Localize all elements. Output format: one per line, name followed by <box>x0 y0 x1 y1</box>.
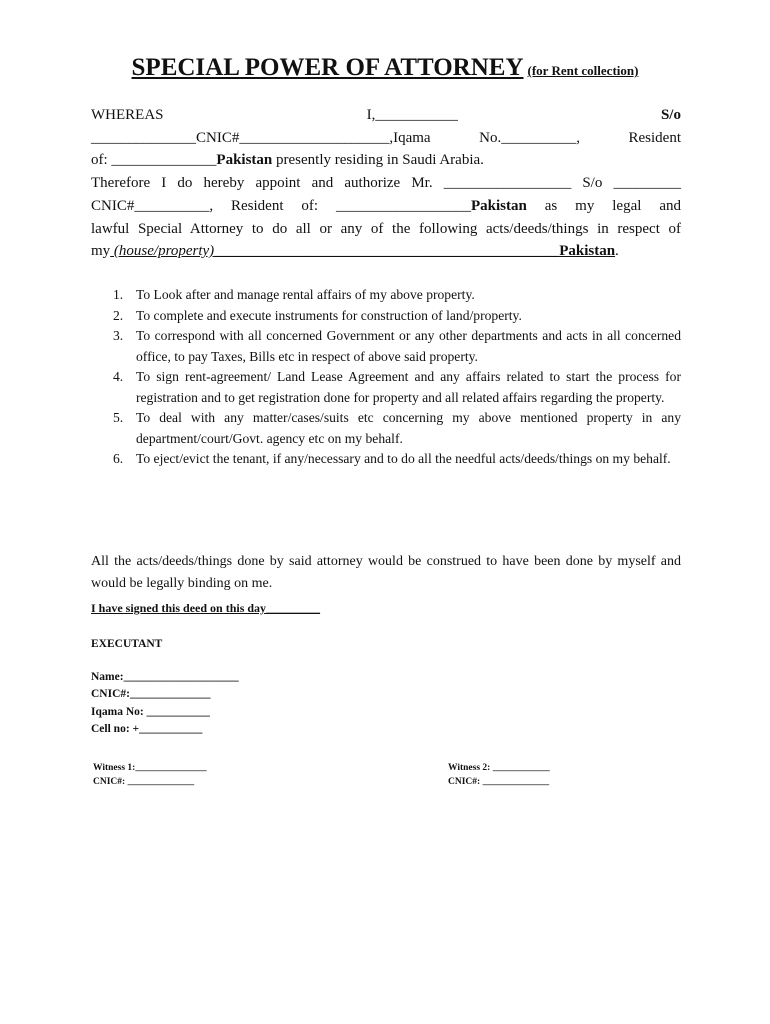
list-number: 6. <box>113 451 124 466</box>
executant-heading: EXECUTANT <box>91 638 163 650</box>
i-field: I,___________ <box>366 107 458 123</box>
powers-list <box>91 285 681 470</box>
paragraph-line-2 <box>91 127 681 150</box>
executant-cnic-field: CNIC#:______________ <box>91 688 211 701</box>
list-item <box>91 306 681 327</box>
witness-1-label: Witness 1:_______________ <box>93 763 207 773</box>
list-item <box>91 449 681 470</box>
list-text: To eject/evict the tenant, if any/necessary and to do all the needful acts/deeds/things on my behalf. <box>136 451 671 466</box>
signed-deed-line <box>91 601 320 616</box>
pakistan-word: Pakistan <box>471 197 527 214</box>
pakistan-word: Pakistan <box>559 243 616 260</box>
executant-iqama-field: Iqama No: ___________ <box>91 705 210 718</box>
period: . <box>615 243 619 260</box>
list-number: 2. <box>113 307 124 323</box>
paragraph-line-1 <box>91 104 681 127</box>
list-text: To Look after and manage rental affairs of my above property. <box>136 287 475 302</box>
witness-2-block <box>448 762 550 789</box>
pakistan-word: Pakistan <box>216 152 273 169</box>
list-number: 4. <box>113 369 124 384</box>
paragraph-line-4 <box>91 172 681 195</box>
residing-text: presently residing in Saudi Arabia. <box>272 152 484 169</box>
list-text: To deal with any matter/cases/suits etc concerning my above mentioned property in any department/court/Govt. agency etc on my behalf. <box>136 410 681 446</box>
list-text: To correspond with all concerned Government or any other departments and acts in all concerned office, to pay Taxes, Bills etc in respect of above said property. <box>136 328 681 364</box>
son-of-label: S/o <box>660 107 681 123</box>
whereas-word: WHEREAS <box>91 107 164 123</box>
list-item <box>91 408 681 449</box>
witness-1-block <box>93 762 207 789</box>
list-item <box>91 367 681 408</box>
list-text: To sign rent-agreement/ Land Lease Agreement and any affairs related to start the process for registration and to get registration done for property and all related affairs regarding the property. <box>136 369 681 405</box>
paragraph-line-5 <box>91 195 681 218</box>
closing-statement: All the acts/deeds/things done by said attorney would be construed to have been done by myself and would be legally binding on me. <box>91 554 681 591</box>
executant-name-field: Name:____________________ <box>91 671 239 683</box>
paragraph-line-7 <box>91 240 681 263</box>
witness-1-cnic: CNIC#: ______________ <box>93 776 195 787</box>
list-item <box>91 326 681 367</box>
paragraph-line-6 <box>91 218 681 241</box>
list-number: 3. <box>113 328 124 343</box>
list-number: 5. <box>113 410 124 425</box>
title-main: SPECIAL POWER OF ATTORNEY <box>131 54 524 81</box>
executant-fields <box>91 669 239 738</box>
witness-2-cnic: CNIC#: ______________ <box>448 776 550 787</box>
lawful-attorney-text: lawful Special Attorney to do all or any of the following acts/deeds/things in respect of <box>91 220 681 237</box>
appoint-text: Therefore I do hereby appoint and authorize Mr. _________________ S/o _________ <box>91 175 681 192</box>
list-text: To complete and execute instruments for construction of land/property. <box>136 307 522 323</box>
executant-cell-field: Cell no: +___________ <box>91 722 203 735</box>
cnic-iqama-line: ______________CNIC#____________________,Iqama No.__________, Resident <box>91 129 681 146</box>
house-property-label: (house/property) <box>110 243 215 260</box>
resident-of-blank: of: ______________ <box>91 152 217 169</box>
paragraph-line-3 <box>91 149 681 172</box>
list-item <box>91 285 681 306</box>
witness-2-label: Witness 2: ____________ <box>448 763 550 773</box>
document-title <box>0 54 770 82</box>
my-word: my <box>91 243 111 260</box>
attorney-cnic-text: CNIC#__________, Resident of: __________________ <box>91 197 471 214</box>
legal-text: as my legal and <box>526 197 681 214</box>
appointment-paragraph <box>91 104 681 263</box>
list-number: 1. <box>113 287 124 302</box>
title-subtitle: (for Rent collection) <box>527 63 639 78</box>
signed-deed-text: I have signed this deed on this day_________ <box>91 601 321 615</box>
property-blank: ______________________________________________ <box>214 243 560 260</box>
